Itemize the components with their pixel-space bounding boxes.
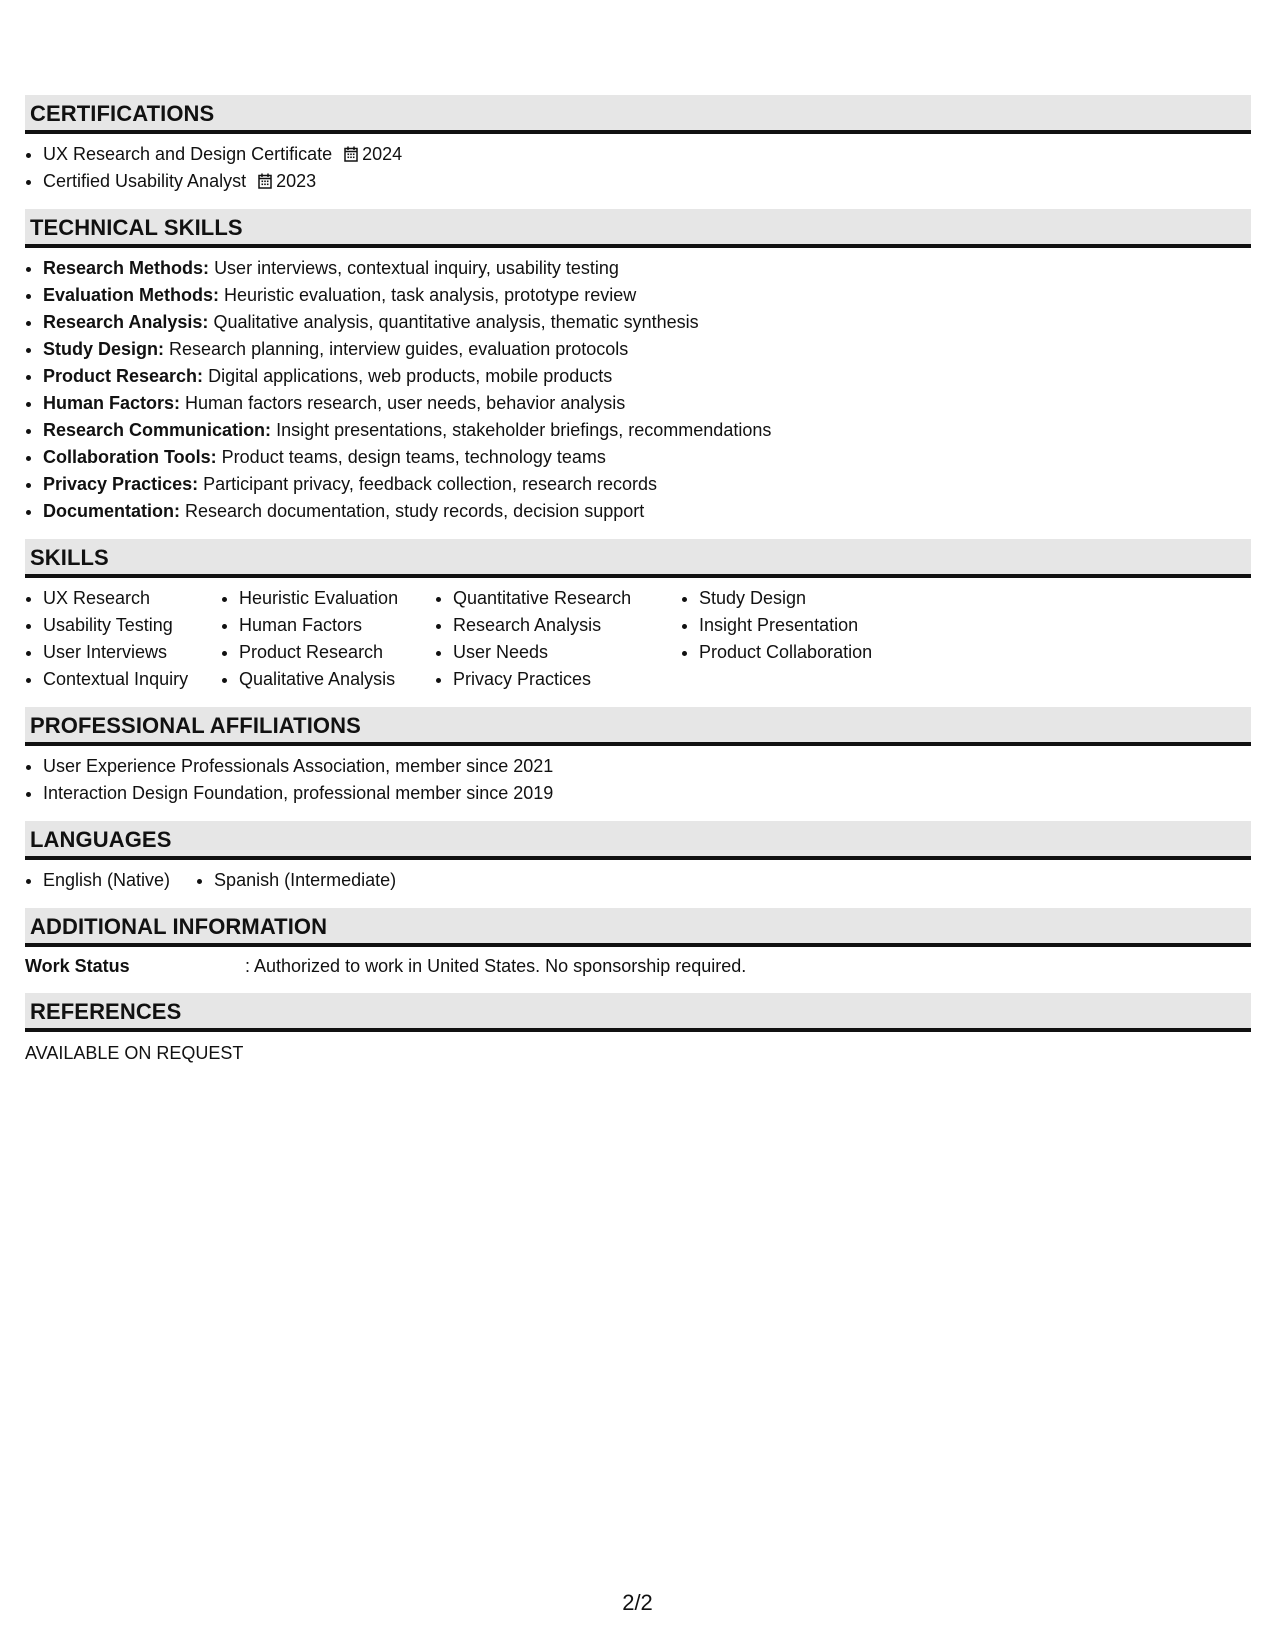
skill-category: Collaboration Tools: <box>43 447 217 467</box>
list-item: • Human Factors <box>239 612 435 639</box>
list-item <box>43 444 1251 471</box>
skill-detail: Research planning, interview guides, evaluation protocols <box>169 339 629 359</box>
skill-category: Privacy Practices: <box>43 474 199 494</box>
references-text: AVAILABLE ON REQUEST <box>25 1043 244 1063</box>
affiliations-heading: PROFESSIONAL AFFILIATIONS <box>25 707 1251 746</box>
list-item <box>43 336 1251 363</box>
skill-detail: Qualitative analysis, quantitative analysis, thematic synthesis <box>213 312 699 332</box>
list-item: • Qualitative Analysis <box>239 666 435 693</box>
skill-category: Research Analysis: <box>43 312 209 332</box>
calendar-icon <box>344 146 358 162</box>
list-item <box>43 417 1251 444</box>
list-item: • Contextual Inquiry <box>43 666 221 693</box>
certification-name: Certified Usability Analyst <box>43 171 247 191</box>
list-item <box>43 282 1251 309</box>
list-item: • Privacy Practices <box>453 666 681 693</box>
skill-category: Product Research: <box>43 366 204 386</box>
list-item: • UX Research <box>43 585 221 612</box>
skill-category: Research Methods: <box>43 258 210 278</box>
page-number: 2/2 <box>622 1590 653 1615</box>
languages-heading: LANGUAGES <box>25 821 1251 860</box>
list-item: • Study Design <box>699 585 919 612</box>
additional-information-heading: ADDITIONAL INFORMATION <box>25 908 1251 947</box>
list-item: • User Experience Professionals Association, member since 2021 <box>43 753 1251 780</box>
skills-column-2 <box>221 585 435 693</box>
additional-information-section <box>25 908 1251 979</box>
list-item: • Usability Testing <box>43 612 221 639</box>
technical-skills-section <box>25 209 1251 525</box>
list-item <box>43 390 1251 417</box>
calendar-icon <box>258 173 272 189</box>
skills-column-3 <box>435 585 681 693</box>
references-heading: REFERENCES <box>25 993 1251 1032</box>
list-item: • Product Research <box>239 639 435 666</box>
certification-year: 2023 <box>276 171 317 191</box>
skill-detail: Insight presentations, stakeholder briefings, recommendations <box>276 420 772 440</box>
skill-category: Study Design: <box>43 339 165 359</box>
list-item <box>43 498 1251 525</box>
list-item <box>43 168 1251 195</box>
list-item <box>43 309 1251 336</box>
certifications-heading: CERTIFICATIONS <box>25 95 1251 134</box>
affiliations-list <box>25 753 1251 807</box>
certifications-list <box>25 141 1251 195</box>
references-section <box>25 993 1251 1066</box>
skills-section <box>25 539 1251 693</box>
work-status-value: : Authorized to work in United States. No sponsorship required. <box>245 956 747 976</box>
list-item <box>43 471 1251 498</box>
list-item <box>43 363 1251 390</box>
list-item: • Research Analysis <box>453 612 681 639</box>
skill-detail: User interviews, contextual inquiry, usability testing <box>214 258 619 278</box>
list-item: • Insight Presentation <box>699 612 919 639</box>
skills-grid <box>25 585 1251 693</box>
certification-year: 2024 <box>362 144 403 164</box>
list-item <box>43 141 1251 168</box>
skill-detail: Human factors research, user needs, behavior analysis <box>185 393 626 413</box>
affiliations-section <box>25 707 1251 807</box>
resume-page <box>25 95 1251 1066</box>
list-item <box>43 255 1251 282</box>
list-item: • User Needs <box>453 639 681 666</box>
skill-detail: Research documentation, study records, decision support <box>185 501 645 521</box>
technical-skills-heading: TECHNICAL SKILLS <box>25 209 1251 248</box>
skills-column-4 <box>681 585 919 693</box>
certification-name: UX Research and Design Certificate <box>43 144 333 164</box>
work-status-row <box>25 954 1251 979</box>
skill-detail: Digital applications, web products, mobile products <box>208 366 613 386</box>
skills-heading: SKILLS <box>25 539 1251 578</box>
skills-column-1 <box>25 585 221 693</box>
skill-category: Research Communication: <box>43 420 272 440</box>
skill-detail: Product teams, design teams, technology teams <box>221 447 606 467</box>
skill-category: Evaluation Methods: <box>43 285 220 305</box>
list-item: • Heuristic Evaluation <box>239 585 435 612</box>
languages-list <box>25 867 1251 894</box>
list-item: • Spanish (Intermediate) <box>214 867 396 894</box>
list-item: • English (Native) <box>43 867 170 894</box>
list-item: • Quantitative Research <box>453 585 681 612</box>
skill-detail: Heuristic evaluation, task analysis, prototype review <box>224 285 637 305</box>
list-item: • Product Collaboration <box>699 639 919 666</box>
technical-skills-list <box>25 255 1251 525</box>
skill-category: Documentation: <box>43 501 180 521</box>
work-status-label: Work Status <box>25 956 130 976</box>
skill-category: Human Factors: <box>43 393 181 413</box>
skill-detail: Participant privacy, feedback collection, research records <box>203 474 658 494</box>
languages-section <box>25 821 1251 894</box>
certifications-section <box>25 95 1251 195</box>
list-item: • User Interviews <box>43 639 221 666</box>
list-item: • Interaction Design Foundation, professional member since 2019 <box>43 780 1251 807</box>
